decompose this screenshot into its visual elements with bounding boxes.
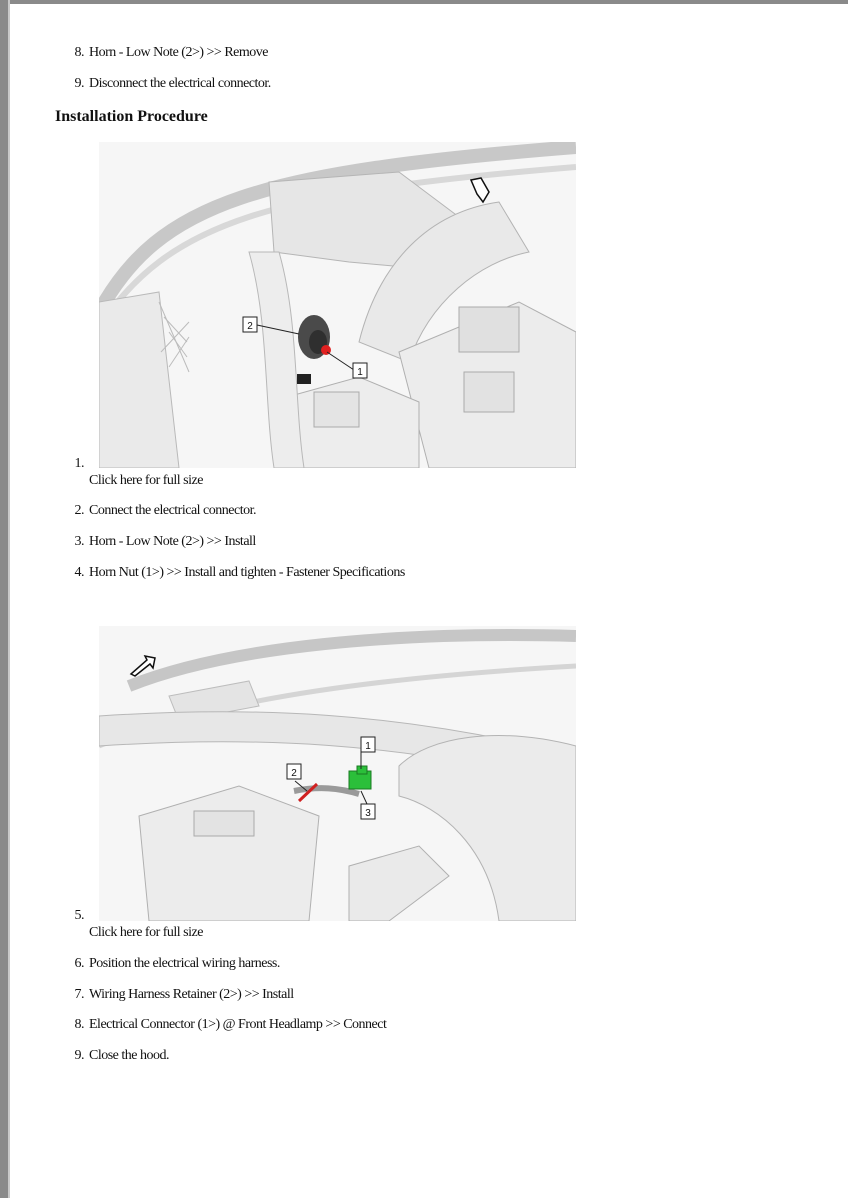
figure-connector-installation[interactable] xyxy=(99,626,576,921)
callout-1: 1 xyxy=(357,367,363,378)
step-number: 7. xyxy=(74,987,84,1002)
step-number: 5. xyxy=(74,908,84,923)
page-left-edge xyxy=(0,0,8,1198)
step-text: Disconnect the electrical connector. xyxy=(89,76,271,91)
step-text: Position the electrical wiring harness. xyxy=(89,956,280,971)
step-number: 4. xyxy=(74,565,84,580)
figure-horn-installation[interactable] xyxy=(99,142,576,468)
step-text: Connect the electrical connector. xyxy=(89,503,256,518)
page-top-edge xyxy=(0,0,848,4)
step-number: 9. xyxy=(74,1048,84,1063)
step-text: Wiring Harness Retainer (2>) >> Install xyxy=(89,987,294,1002)
page-left-edge-shadow xyxy=(8,0,10,1198)
step-text: Close the hood. xyxy=(89,1048,169,1063)
full-size-link-2[interactable]: Click here for full size xyxy=(89,925,203,940)
step-number: 6. xyxy=(74,956,84,971)
step-number: 3. xyxy=(74,534,84,549)
callout-2: 2 xyxy=(247,321,253,332)
step-text: Horn - Low Note (2>) >> Remove xyxy=(89,45,268,60)
step-text: Horn - Low Note (2>) >> Install xyxy=(89,534,256,549)
step-number: 9. xyxy=(74,76,84,91)
callout-2: 2 xyxy=(291,768,297,779)
step-number: 1. xyxy=(74,456,84,471)
callout-3: 3 xyxy=(365,808,371,819)
step-number: 8. xyxy=(74,1017,84,1032)
step-text: Horn Nut (1>) >> Install and tighten - Fastener Specifications xyxy=(89,565,405,580)
step-text: Electrical Connector (1>) @ Front Headlamp >> Connect xyxy=(89,1017,387,1032)
full-size-link-1[interactable]: Click here for full size xyxy=(89,473,203,488)
step-number: 2. xyxy=(74,503,84,518)
callout-1: 1 xyxy=(365,741,371,752)
installation-heading: Installation Procedure xyxy=(55,108,208,125)
step-number: 8. xyxy=(74,45,84,60)
